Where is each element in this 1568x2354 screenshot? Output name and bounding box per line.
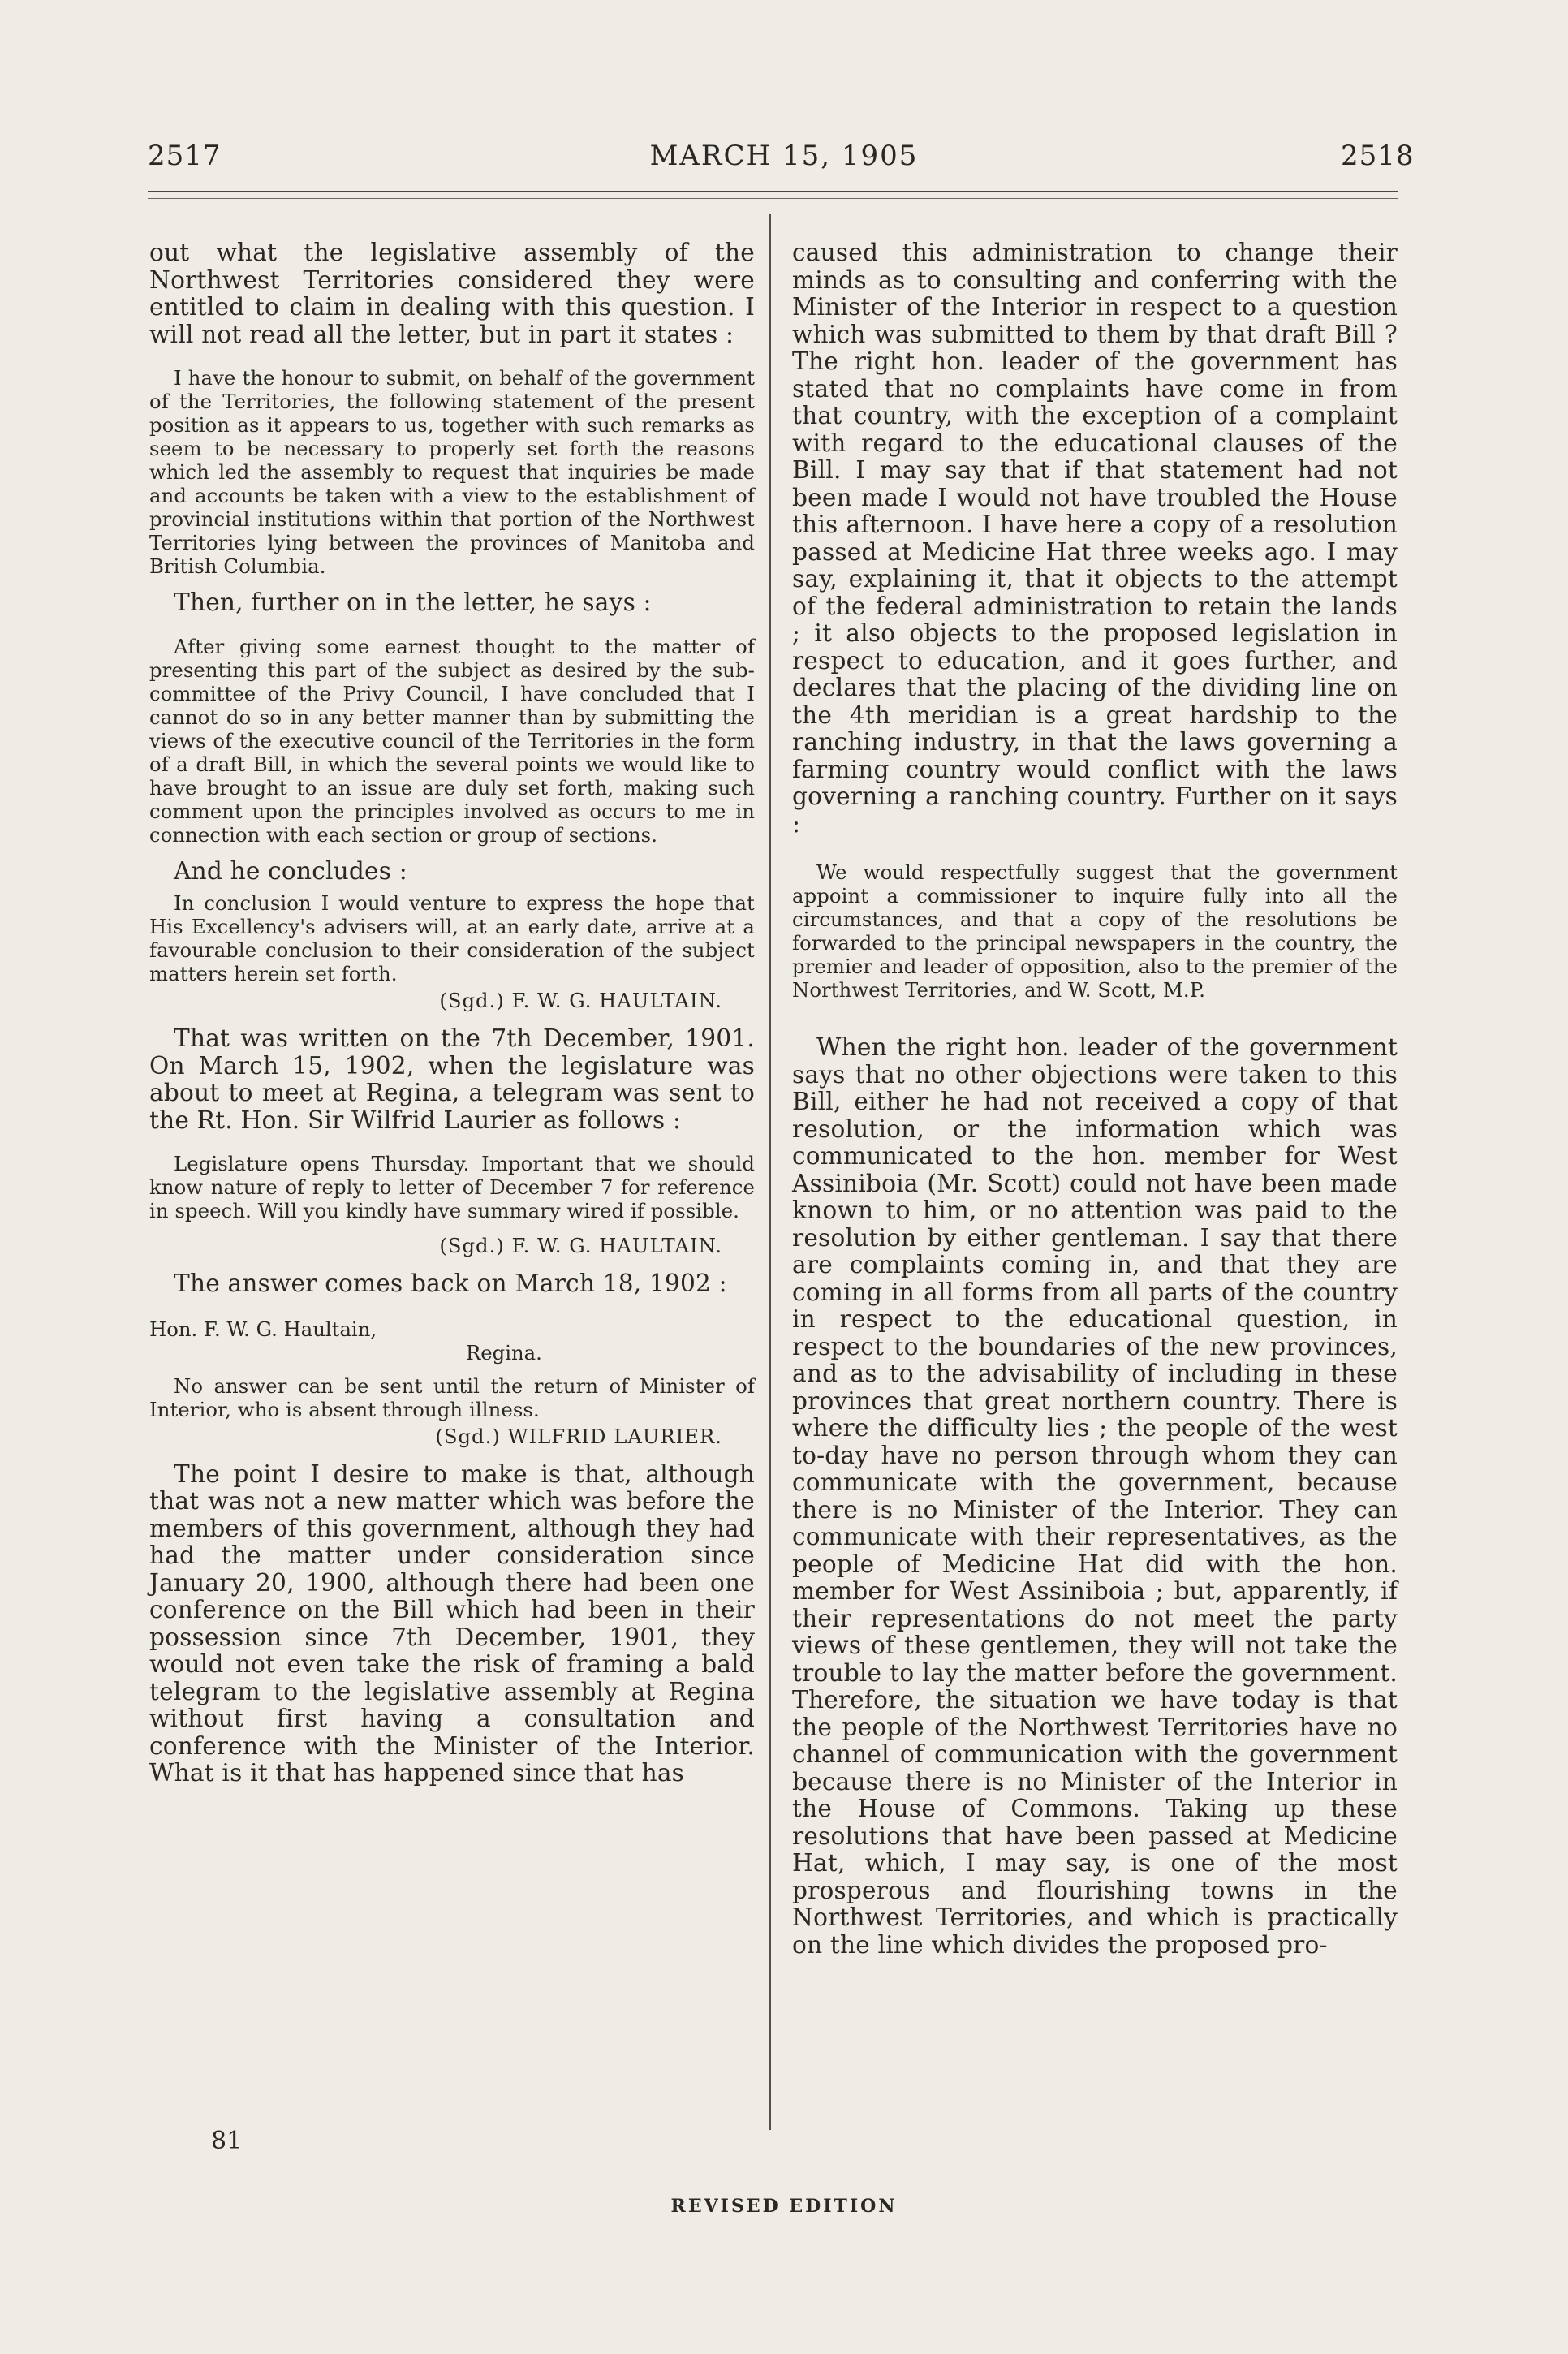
quoted-letter: In conclusion I would venture to express the hope that His Excellency's advisers will, at an early date, arrive at a favourable conclusion to their consideration of the subject matters herein set forth.	[149, 891, 755, 985]
quoted-telegram: Legislature opens Thursday. Important that we should know nature of reply to letter of December 7 for reference in speech. Will you kindly have summary wired if possible.	[149, 1152, 755, 1222]
signature: (Sgd.) F. W. G. HAULTAIN.	[439, 989, 722, 1012]
paragraph: Then, further on in the letter, he says :	[174, 588, 652, 616]
page-number-right: 2518	[1341, 140, 1415, 172]
paragraph: out what the legislative assembly of the Northwest Territories considered they were entitled to claim in dealing with this question. I will not read all the letter, but in part it states :	[149, 239, 755, 348]
signature: (Sgd.) F. W. G. HAULTAIN.	[439, 1234, 722, 1257]
page-header	[0, 0, 1568, 195]
quoted-letter: After giving some earnest thought to the matter of presenting this part of the subject as desired by the sub-committee of the Privy Council, I have concluded that I cannot do so in any better manner than by submitting the views of the executive council of the Territories in the form of a draft Bill, in which the several points we would like to have brought to an issue are duly set forth, making such comment upon the principles involved as occurs to me in connection with each section or group of sections.	[149, 634, 755, 847]
signature-mark: 81	[211, 2127, 243, 2155]
paragraph: The answer comes back on March 18, 1902 :	[174, 1270, 727, 1297]
quoted-letter: I have the honour to submit, on behalf of the government of the Territories, the following statement of the present position as it appears to us, together with such remarks as seem to be necessary to properly set forth the reasons which led the assembly to request that inquiries be made and accounts be taken with a view to the establishment of provincial institutions within that portion of the Northwest Territories lying between the provinces of Manitoba and British Columbia.	[149, 366, 755, 578]
header-rule-secondary	[148, 198, 1398, 199]
address-line: Regina.	[466, 1340, 542, 1365]
paragraph: That was written on the 7th December, 1901. On March 15, 1902, when the legislature was about to meet at Regina, a telegram was sent to the Rt. Hon. Sir Wilfrid Laurier as follows :	[149, 1024, 755, 1134]
header-rule	[148, 191, 1398, 192]
column-divider	[769, 214, 771, 2130]
edition-footer: REVISED EDITION	[670, 2196, 898, 2217]
paragraph: And he concludes :	[174, 856, 407, 885]
paragraph: The point I desire to make is that, although that was not a new matter which was before the members of this government, although they had had the matter under consideration since January 20, 1900, although there had been one conference on the Bill which had been in their possession since 7th December, 1901, they would not even take the risk of framing a bald telegram to the legislative assembly at Regina without first having a consultation and conference with the Minister of the Interior. What is it that has happened since that has	[149, 1459, 755, 1787]
address-line: Hon. F. W. G. Haultain,	[149, 1317, 377, 1341]
quoted-resolution: We would respectfully suggest that the government appoint a commissioner to inquire fully into all the circumstances, and that a copy of the resolutions be forwarded to the principal newspapers in the country, the premier and leader of opposition, also to the premier of the Northwest Territories, and W. Scott, M.P.	[792, 860, 1398, 1002]
page-number-left: 2517	[148, 140, 222, 172]
paragraph: When the right hon. leader of the government says that no other objections were taken to this Bill, either he had not received a copy of that resolution, or the information which was communicated to the hon. member for West Assiniboia (Mr. Scott) could not have been made known to him, or no attention was paid to the resolution by either gentleman. I say that there are complaints coming in, and that they are coming in all forms from all parts of the country in respect to the educational question, in respect to the boundaries of the new provinces, and as to the advisability of including in these provinces that great northern country. There is where the difficulty lies ; the people of the west to-day have no person through whom they can communicate with the government, because there is no Minister of the Interior. They can communicate with their representatives, as the people of Medicine Hat did with the hon. member for West Assiniboia ; but, apparently, if their representations do not meet the party views of these gentlemen, they will not take the trouble to lay the matter before the government. Therefore, the situation we have today is that the people of the Northwest Territories have no channel of communication with the government because there is no Minister of the Interior in the House of Commons. Taking up these resolutions that have been passed at Medicine Hat, which, I may say, is one of the most prosperous and flourishing towns in the Northwest Territories, and which is practically on the line which divides the proposed pro-	[792, 1033, 1398, 1959]
paragraph: caused this administration to change their minds as to consulting and conferring with the Minister of the Interior in respect to a question which was submitted to them by that draft Bill ? The right hon. leader of the government has stated that no complaints have come in from that country, with the exception of a complaint with regard to the educational clauses of the Bill. I may say that if that statement had not been made I would not have troubled the House this afternoon. I have here a copy of a resolution passed at Medicine Hat three weeks ago. I may say, explaining it, that it objects to the attempt of the federal administration to retain the lands ; it also objects to the proposed legislation in respect to education, and it goes further, and declares that the placing of the dividing line on the 4th meridian is a great hardship to the ranching industry, in that the laws governing a farming country would conflict with the laws governing a ranching country. Further on it says :	[792, 239, 1398, 838]
signature: (Sgd.) WILFRID LAURIER.	[435, 1424, 722, 1448]
page-date-title: MARCH 15, 1905	[649, 140, 919, 172]
left-column	[149, 239, 755, 1787]
right-column	[792, 239, 1398, 1959]
quoted-telegram: No answer can be sent until the return of Minister of Interior, who is absent through illness.	[149, 1373, 755, 1421]
